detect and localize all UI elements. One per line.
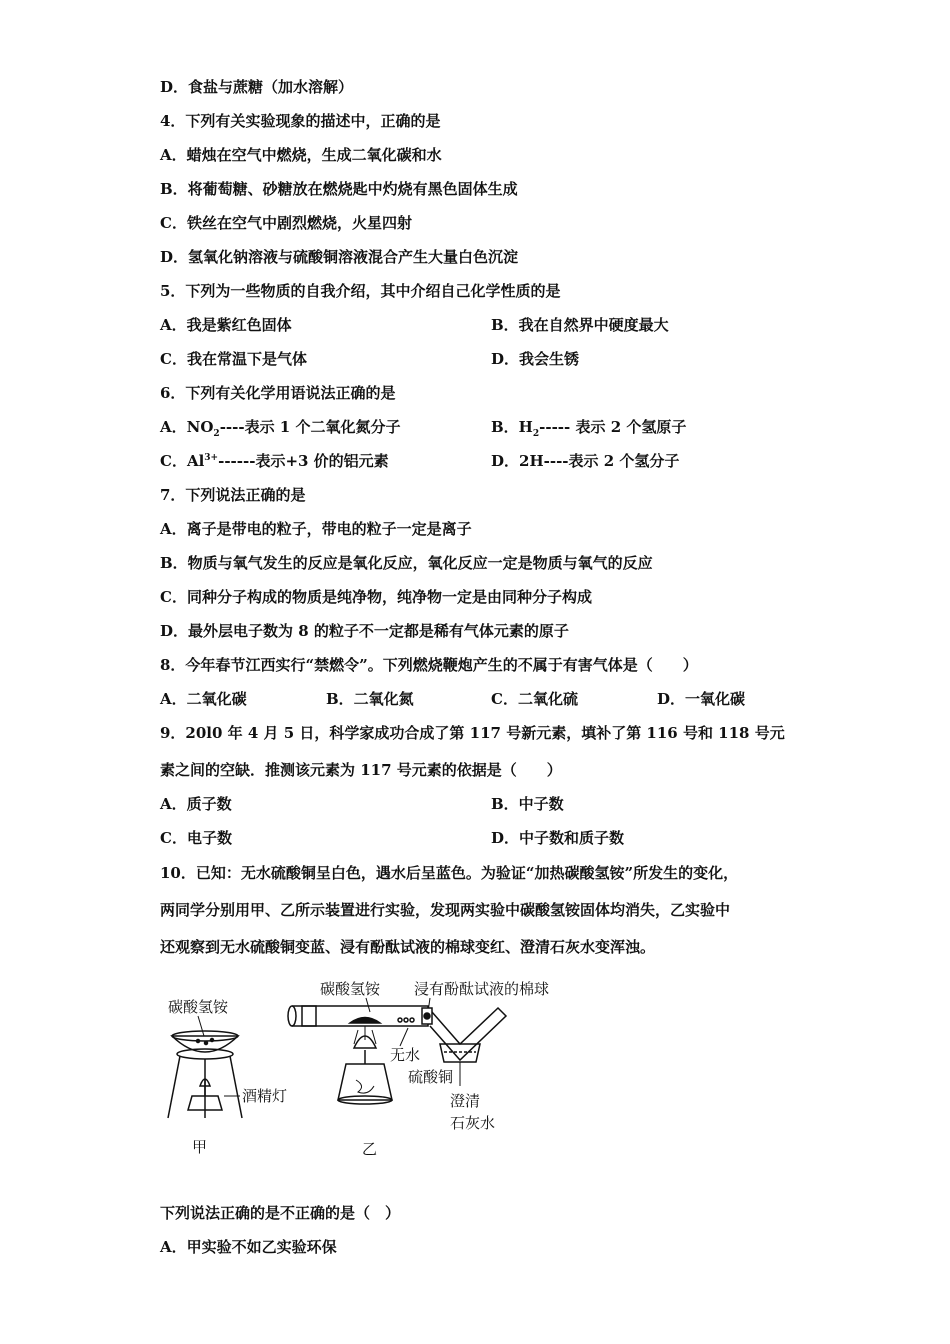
q6c-pre: C．Al: [160, 452, 205, 470]
q9-option-d: D．中子数和质子数: [491, 829, 625, 847]
q8-option-b: B．二氧化氮: [326, 690, 414, 708]
q5-option-b: B．我在自然界中硬度最大: [491, 316, 669, 334]
question-9-line-1: 9．20l0 年 4 月 5 日，科学家成功合成了第 117 号新元素，填补了第 116 号和 118 号元: [160, 724, 785, 742]
label-yi: 乙: [362, 1140, 378, 1158]
q4-option-a: A．蜡烛在空气中燃烧，生成二氧化碳和水: [160, 146, 442, 164]
q6c-sup: 3+: [204, 453, 219, 463]
q9-option-b: B．中子数: [491, 795, 564, 813]
label-anhydrous: 无水: [390, 1046, 421, 1064]
question-10-line-2: 两同学分别用甲、乙所示装置进行实验，发现两实验中碳酸氢铵固体均消失，乙实验中: [160, 901, 731, 919]
q7-option-c: C．同种分子构成的物质是纯净物，纯净物一定是由同种分子构成: [160, 588, 592, 606]
q5-option-a: A．我是紫红色固体: [160, 316, 292, 334]
q9-option-a: A．质子数: [160, 795, 232, 813]
q6-option-b: [491, 417, 686, 437]
label-jia: 甲: [192, 1138, 208, 1156]
q8-option-a: A．二氧化碳: [160, 690, 247, 708]
q8-option-d: D．一氧化碳: [657, 690, 746, 708]
setup-jia: [168, 998, 287, 1156]
q4-option-c: C．铁丝在空气中剧烈燃烧，火星四射: [160, 214, 412, 232]
label-cotton: 浸有酚酞试液的棉球: [414, 980, 550, 998]
question-9-line-2: 素之间的空缺．推测该元素为 117 号元素的依据是（ ）: [160, 761, 562, 779]
question-7: 7．下列说法正确的是: [160, 486, 306, 504]
question-10-line-3: 还观察到无水硫酸铜变蓝、浸有酚酞试液的棉球变红、澄清石灰水变浑浊。: [160, 938, 656, 956]
q6-option-a: [160, 417, 400, 437]
label-limewater-1: 澄清: [450, 1092, 481, 1110]
q6b-post: ----- 表示 2 个氢原子: [539, 418, 687, 436]
question-5: 5．下列为一些物质的自我介绍，其中介绍自己化学性质的是: [160, 282, 561, 300]
q6b-sub: 2: [532, 429, 540, 439]
question-8: 8．今年春节江西实行“禁燃令”。下列燃烧鞭炮产生的不属于有害气体是（ ）: [160, 656, 698, 674]
q10-option-a: A．甲实验不如乙实验环保: [160, 1238, 337, 1256]
label-nh4hco3-left: 碳酸氢铵: [168, 998, 229, 1016]
label-limewater-2: 石灰水: [450, 1114, 496, 1132]
q6a-post: ----表示 1 个二氧化氮分子: [219, 418, 401, 436]
label-lamp: 酒精灯: [242, 1087, 288, 1105]
q6b-pre: B．H: [491, 418, 533, 436]
q6a-pre: A．NO: [160, 418, 214, 436]
q4-option-b: B．将葡萄糖、砂糖放在燃烧匙中灼烧有黑色固体生成: [160, 180, 518, 198]
q8-option-c: C．二氧化硫: [491, 690, 578, 708]
question-10-line-1: 10．已知：无水硫酸铜呈白色，遇水后呈蓝色。为验证“加热碳酸氢铵”所发生的变化，: [160, 864, 739, 882]
q6-option-d: D．2H----表示 2 个氢分子: [491, 452, 680, 470]
q4-option-d: D．氢氧化钠溶液与硫酸铜溶液混合产生大量白色沉淀: [160, 248, 519, 266]
q5-option-c: C．我在常温下是气体: [160, 350, 307, 368]
q6c-post: ------表示+3 价的铝元素: [218, 452, 389, 470]
q7-option-d: D．最外层电子数为 8 的粒子不一定都是稀有气体元素的原子: [160, 622, 569, 640]
setup-yi: [288, 980, 549, 1158]
question-4: 4．下列有关实验现象的描述中，正确的是: [160, 112, 441, 130]
q7-option-b: B．物质与氧气发生的反应是氧化反应，氧化反应一定是物质与氧气的反应: [160, 554, 653, 572]
label-cuso4: 硫酸铜: [408, 1068, 454, 1086]
label-nh4hco3-right: 碳酸氢铵: [320, 980, 381, 998]
q7-option-a: A．离子是带电的粒子，带电的粒子一定是离子: [160, 520, 472, 538]
q6-option-c: [160, 451, 389, 471]
line-q3-option-d: D．食盐与蔗糖（加水溶解）: [160, 78, 354, 96]
question-6: 6．下列有关化学用语说法正确的是: [160, 384, 396, 402]
q6a-sub: 2: [213, 429, 220, 439]
question-10-prompt: 下列说法正确的是不正确的是（ ）: [160, 1204, 401, 1222]
apparatus-figure: [160, 968, 600, 1168]
q5-option-d: D．我会生锈: [491, 350, 580, 368]
q9-option-c: C．电子数: [160, 829, 232, 847]
